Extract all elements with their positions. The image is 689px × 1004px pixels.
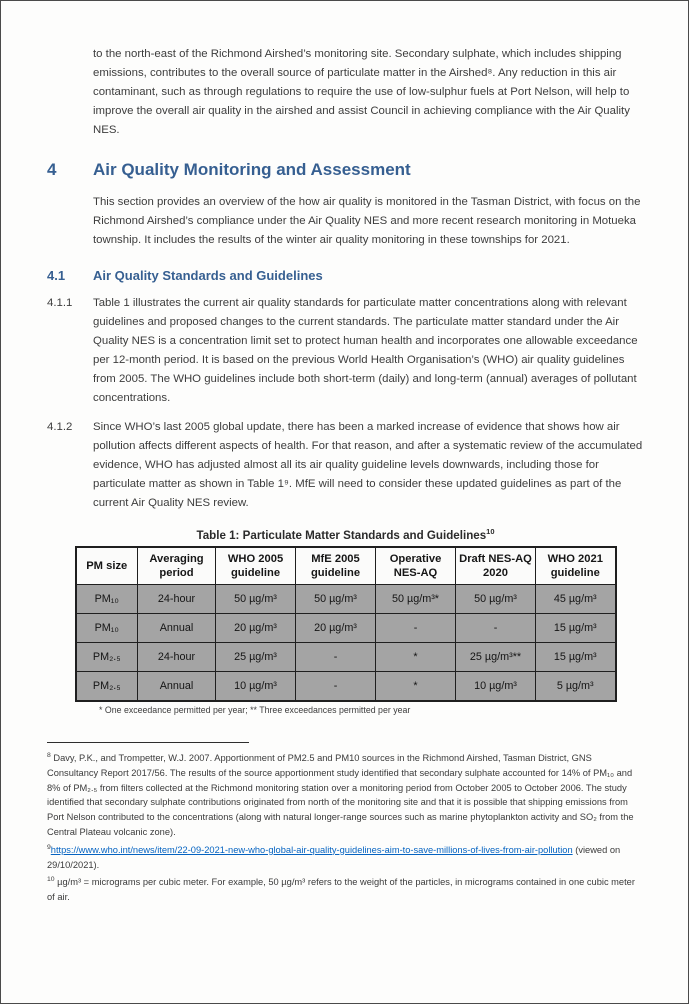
column-header: Operative NES-AQ: [376, 547, 456, 585]
table-body: [76, 584, 616, 701]
section-4-paragraph: This section provides an overview of the how air quality is monitored in the Tasman District, with focus on the Richmond Airshed’s compliance under the Air Quality NES and more recent research monitoring in Motueka township. It includes the results of the winter air quality monitoring in these townships for 2021.: [93, 196, 641, 246]
table-cell: 15 µg/m³: [536, 613, 616, 642]
table-cell: *: [376, 671, 456, 701]
table-footnote: * One exceedance permitted per year; ** Three exceedances permitted per year: [99, 704, 411, 715]
column-header: PM size: [76, 547, 138, 585]
column-header: MfE 2005 guideline: [296, 547, 376, 585]
table-cell: 10 µg/m³: [216, 671, 296, 701]
paragraph-4-1-2-text: Since WHO’s last 2005 global update, there has been a marked increase of evidence that shows how air pollution affects different aspects of health. For that reason, and after a systematic review of the accumulated evidence, WHO has adjusted almost all its air quality guideline levels downwards, including those for particulate matter as shown in Table 1⁹. MfE will need to consider these updated guidelines as part of the current Air Quality NES review.: [93, 421, 643, 509]
paragraph-4-1-2-number: 4.1.2: [47, 421, 73, 433]
table-cell: PM₁₀: [76, 613, 138, 642]
footnote-separator: [47, 742, 249, 743]
page-content: [1, 1, 688, 905]
footnote-10: [47, 873, 644, 905]
standards-table: [75, 546, 617, 702]
table-cell: PM₁₀: [76, 584, 138, 613]
table-cell: 5 µg/m³: [536, 671, 616, 701]
footnote-8: [47, 749, 644, 840]
table-cell: -: [296, 642, 376, 671]
table-cell: 24-hour: [138, 584, 216, 613]
paragraph-4-1-2: [47, 418, 644, 513]
table-cell: 25 µg/m³: [216, 642, 296, 671]
paragraph-4-1-1: [47, 294, 644, 408]
footnote-9-suffix: (viewed on 29/10/2021).: [47, 844, 621, 870]
table-cell: 50 µg/m³*: [376, 584, 456, 613]
footnote-8-marker: 8: [47, 751, 51, 759]
table-cell: 24-hour: [138, 642, 216, 671]
table-cell: 50 µg/m³: [216, 584, 296, 613]
paragraph-4-1-1-text: Table 1 illustrates the current air quality standards for particulate matter concentrations along with relevant guidelines and proposed changes to the current standards. The particulate matter standard under the Air Quality NES is a concentration limit set to protect human health and incorporates one allowable exceedance per 12-month period. It is based on the previous World Health Organisation’s (WHO) air quality guidelines from 2005. The WHO guidelines include both short-term (daily) and long-term (annual) averages of pollutant concentrations.: [93, 297, 638, 404]
table-caption-footnote-ref: 10: [486, 527, 495, 536]
footnote-9: [47, 841, 644, 873]
column-header: WHO 2021 guideline: [536, 547, 616, 585]
table-row: [76, 671, 616, 701]
table-cell: 25 µg/m³**: [456, 642, 536, 671]
table-cell: PM₂.₅: [76, 642, 138, 671]
footnote-10-marker: 10: [47, 876, 55, 884]
table-cell: 45 µg/m³: [536, 584, 616, 613]
table-cell: 20 µg/m³: [216, 613, 296, 642]
column-header: Averaging period: [138, 547, 216, 585]
paragraph-4-1-1-number: 4.1.1: [47, 297, 73, 309]
table-cell: *: [376, 642, 456, 671]
section-4-1-number: 4.1: [47, 268, 66, 283]
table-row: [76, 584, 616, 613]
table-cell: Annual: [138, 613, 216, 642]
table-cell: PM₂.₅: [76, 671, 138, 701]
footnote-9-marker: 9: [47, 843, 51, 851]
footnote-8-text: Davy, P.K., and Trompetter, W.J. 2007. Apportionment of PM2.5 and PM10 sources in the Richmond Airshed, Tasman District, GNS Consultancy Report 2017/56. The results of the source apportionment study identified that secondary sulphate accounted for 14% of PM₁₀ and 8% of PM₂.₅ from filters collected at the Richmond monitoring station over a monitoring period from October 2005 to October 2006. The study identified that secondary sulphate contributions originated from north of the monitoring site and that it is possible that shipping emissions from Port Nelson contributed to the concentrations (along with natural longer-range sources such as marine phytoplankton activity and SO₂ from the Central Plateau volcanic zone).: [47, 752, 634, 837]
table-row: [76, 642, 616, 671]
intro-paragraph: to the north-east of the Richmond Airshed’s monitoring site. Secondary sulphate, which includes shipping emissions, contributes to the overall source of particulate matter in the Airshed⁸. Any reduction in this air contaminant, such as through regulations to require the use of low-sulphur fuels at Port Nelson, will help to improve the overall air quality in the airshed and assist Council in achieving compliance with the Air Quality NES.: [93, 48, 630, 136]
table-caption: [47, 527, 644, 542]
table-cell: 10 µg/m³: [456, 671, 536, 701]
section-4-1-title: Air Quality Standards and Guidelines: [93, 268, 323, 283]
table-header-row: [76, 547, 616, 585]
table-cell: -: [376, 613, 456, 642]
who-guidelines-link[interactable]: https://www.who.int/news/item/22-09-2021-new-who-global-air-quality-guidelines-aim-to-save-millions-of-lives-from-air-pollution: [50, 844, 573, 855]
table-cell: -: [296, 671, 376, 701]
table-cell: 15 µg/m³: [536, 642, 616, 671]
table-caption-text: Table 1: Particulate Matter Standards and Guidelines: [196, 528, 487, 542]
section-4-1-heading: [47, 268, 644, 283]
column-header: WHO 2005 guideline: [216, 547, 296, 585]
table-cell: Annual: [138, 671, 216, 701]
table-row: [76, 613, 616, 642]
table-cell: 20 µg/m³: [296, 613, 376, 642]
table-cell: 50 µg/m³: [456, 584, 536, 613]
footnote-10-text: µg/m³ = micrograms per cubic meter. For example, 50 µg/m³ refers to the weight of the particles, in micrograms contained in one cubic meter of air.: [47, 877, 635, 903]
section-4-heading: [47, 160, 644, 180]
table-cell: -: [456, 613, 536, 642]
table-cell: 50 µg/m³: [296, 584, 376, 613]
section-4-number: 4: [47, 160, 57, 179]
column-header: Draft NES-AQ 2020: [456, 547, 536, 585]
section-4-title: Air Quality Monitoring and Assessment: [93, 160, 411, 179]
